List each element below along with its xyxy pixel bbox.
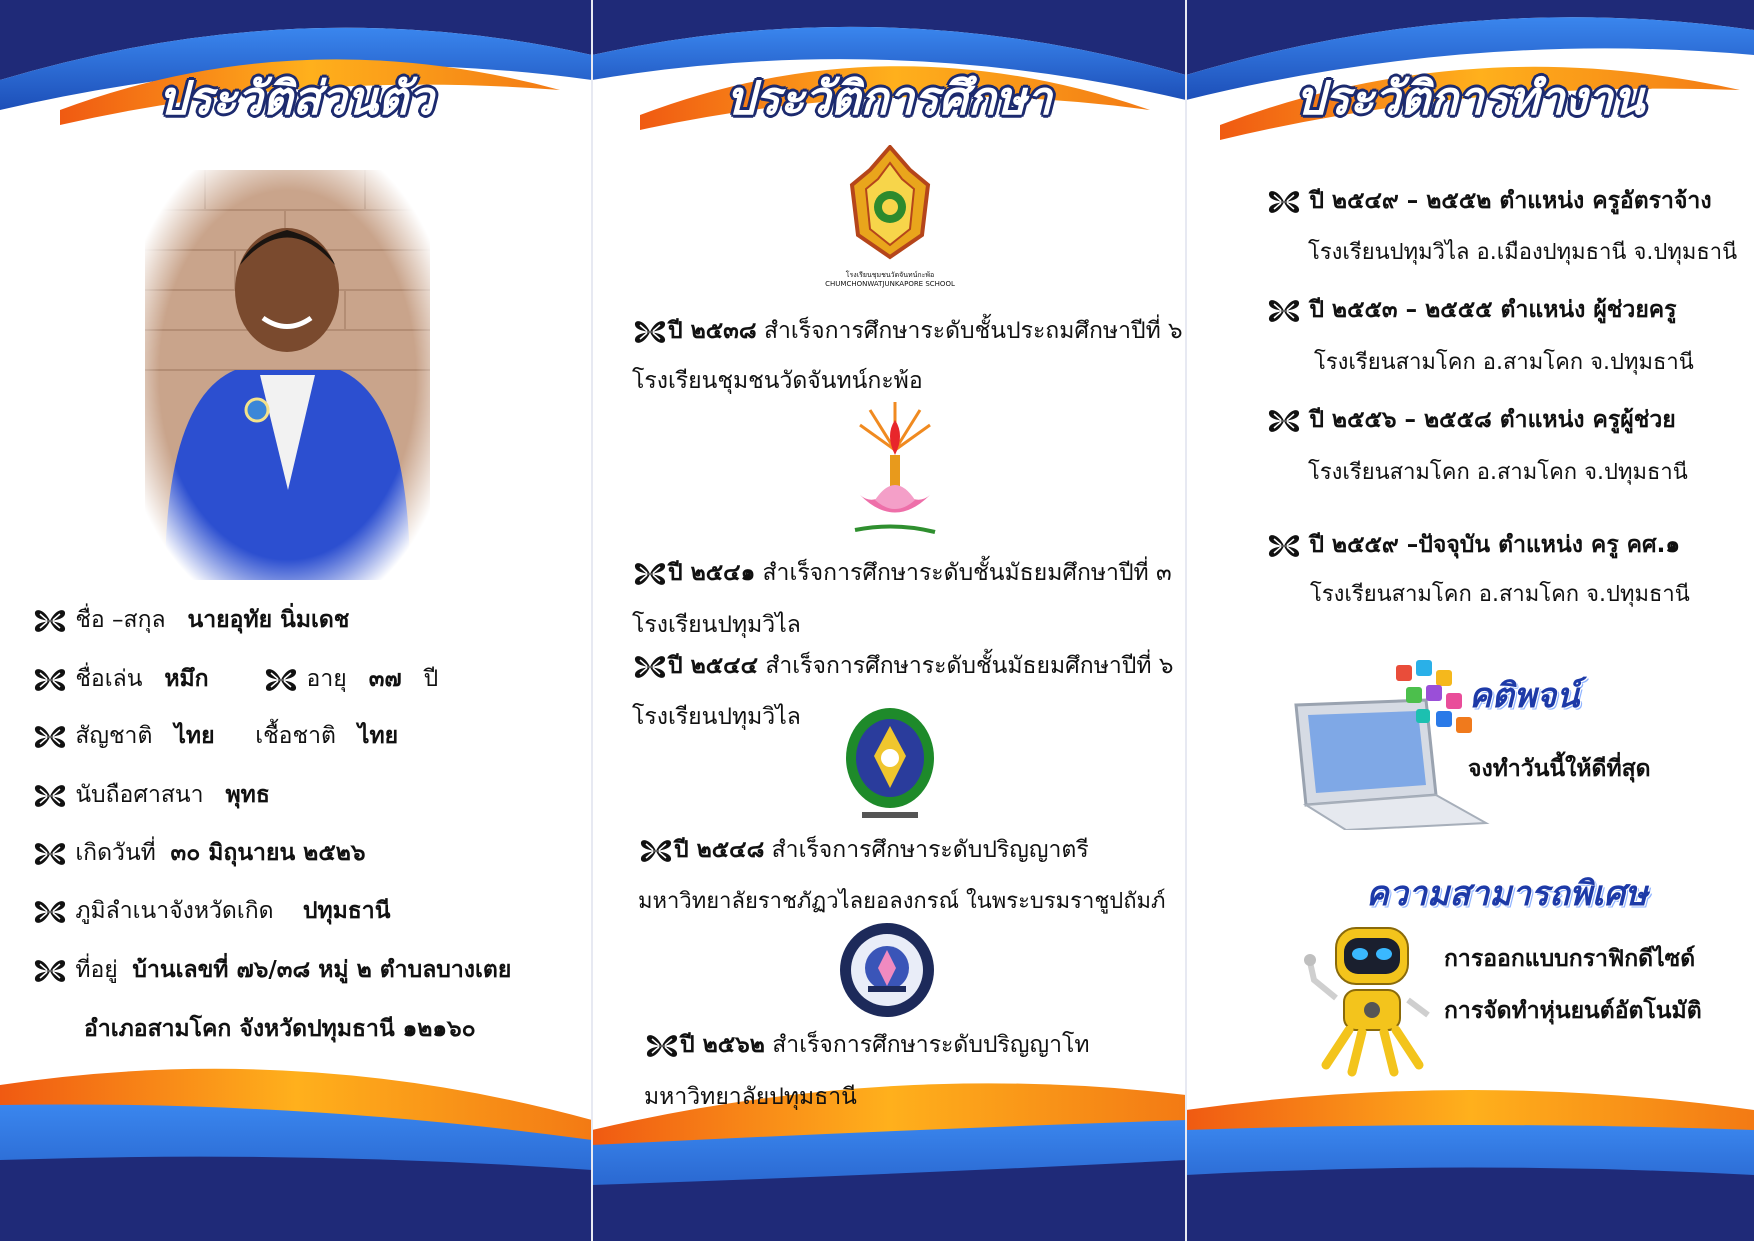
- nationality-label: สัญชาติ: [75, 723, 153, 749]
- work-1-line1-row: [1266, 186, 1712, 217]
- work-3-line1: ปี ๒๕๕๖ – ๒๕๕๘ ตำแหน่ง ครูผู้ช่วย: [1309, 407, 1676, 433]
- hometown-row: [32, 896, 390, 927]
- logo1-caption: [792, 271, 988, 289]
- skill-2: การจัดทำหุ่นยนต์อัตโนมัติ: [1444, 998, 1702, 1024]
- butterfly-bullet-icon: [32, 839, 68, 869]
- edu-5-year: ปี ๒๕๖๒: [680, 1032, 765, 1058]
- address-row-2: [84, 1014, 476, 1044]
- religion-value: พุทธ: [225, 782, 270, 808]
- age-unit: ปี: [423, 666, 439, 692]
- panel-personal-info: [0, 0, 592, 1241]
- butterfly-bullet-icon: [632, 317, 668, 347]
- university-logo-pathumthani-icon: [838, 920, 936, 1020]
- name-row: [32, 605, 349, 636]
- birth-value: ๓๐ มิถุนายน ๒๕๒๖: [170, 840, 366, 866]
- panel-education: [592, 0, 1186, 1241]
- edu-3-year: ปี ๒๕๔๔: [668, 653, 758, 679]
- nationality-value: ไทย: [174, 723, 215, 749]
- motto-text: จงทำวันนี้ให้ดีที่สุด: [1468, 756, 1651, 782]
- work-3-line2: โรงเรียนสามโคก อ.สามโคก จ.ปทุมธานี: [1308, 460, 1688, 485]
- address-line2: อำเภอสามโคก จังหวัดปทุมธานี ๑๒๑๖๐: [84, 1016, 476, 1042]
- school-logo-pathumwilai-icon: [850, 400, 940, 540]
- edu-4-year: ปี ๒๕๔๘: [674, 837, 765, 863]
- religion-row: [32, 780, 270, 811]
- edu-2-year-row: [632, 558, 1172, 589]
- edu-2-school: โรงเรียนปทุมวิไล: [632, 612, 801, 638]
- butterfly-bullet-icon: [32, 897, 68, 927]
- edu-4-year-row: [638, 835, 1089, 866]
- butterfly-bullet-icon: [632, 652, 668, 682]
- edu-3-desc: สำเร็จการศึกษาระดับชั้นมัธยมศึกษาปีที่ ๖: [765, 653, 1174, 679]
- panel2-title: ประวัติการศึกษา: [726, 71, 1052, 125]
- address-row: [32, 955, 511, 986]
- edu-5-desc: สำเร็จการศึกษาระดับปริญญาโท: [772, 1032, 1090, 1058]
- logo1-caption-th: โรงเรียนชุมชนวัดจันทน์กะพ้อ: [845, 271, 935, 279]
- edu-1-school: โรงเรียนชุมชนวัดจันทน์กะพ้อ: [632, 368, 923, 394]
- religion-label: นับถือศาสนา: [75, 782, 204, 808]
- edu-2-year: ปี ๒๕๔๑: [668, 560, 756, 586]
- robot-icon: [1304, 920, 1439, 1080]
- logo1-caption-en: CHUMCHONWATJUNKAPORE SCHOOL: [825, 280, 955, 288]
- edu-3-year-row: [632, 651, 1173, 682]
- panel3-title: ประวัติการทำงาน: [1295, 71, 1645, 125]
- profile-photo: [145, 170, 430, 580]
- work-1-line1: ปี ๒๕๔๙ – ๒๕๕๒ ตำแหน่ง ครูอัตราจ้าง: [1309, 188, 1712, 214]
- butterfly-bullet-icon: [1266, 406, 1302, 436]
- edu-4-school: มหาวิทยาลัยราชภัฏวไลยอลงกรณ์ ในพระบรมราชูปถัมภ์: [638, 889, 1166, 914]
- age-value: ๓๗: [368, 666, 402, 692]
- butterfly-bullet-icon: [32, 606, 68, 636]
- name-label: ชื่อ –สกุล: [75, 607, 166, 633]
- edu-3-school: โรงเรียนปทุมวิไล: [632, 704, 801, 730]
- hometown-value: ปทุมธานี: [302, 898, 391, 924]
- address-line1: บ้านเลขที่ ๗๖/๓๘ หมู่ ๒ ตำบลบางเตย: [132, 957, 512, 983]
- work-2-line1: ปี ๒๕๕๓ – ๒๕๕๕ ตำแหน่ง ผู้ช่วยครู: [1309, 297, 1677, 323]
- edu-1-desc: สำเร็จการศึกษาระดับชั้นประถมศึกษาปีที่ ๖: [763, 318, 1183, 344]
- nationality-row: [32, 721, 398, 752]
- nickname-value: หมึก: [164, 666, 209, 692]
- name-value: นายอุทัย นิ่มเดช: [187, 607, 350, 633]
- butterfly-bullet-icon: [263, 665, 299, 695]
- panel-work-history: [1186, 0, 1754, 1241]
- panel1-title: ประวัติส่วนตัว: [158, 71, 434, 125]
- address-label: ที่อยู่: [75, 957, 118, 983]
- edu-1-year: ปี ๒๕๓๘: [668, 318, 757, 344]
- birth-row: [32, 838, 366, 869]
- nickname-label: ชื่อเล่น: [75, 666, 143, 692]
- edu-4-desc: สำเร็จการศึกษาระดับปริญญาตรี: [771, 837, 1089, 863]
- hometown-label: ภูมิลำเนาจังหวัดเกิด: [75, 898, 274, 924]
- motto-title: คติพจน์: [1469, 676, 1580, 716]
- race-value: ไทย: [357, 723, 399, 749]
- butterfly-bullet-icon: [32, 665, 68, 695]
- butterfly-bullet-icon: [1266, 531, 1302, 561]
- edu-2-desc: สำเร็จการศึกษาระดับชั้นมัธยมศึกษาปีที่ ๓: [762, 560, 1172, 586]
- race-label: เชื้อชาติ: [255, 723, 336, 749]
- school-logo-chumchon-icon: [840, 145, 940, 265]
- skill-1: การออกแบบกราฟิกดีไซด์: [1444, 946, 1696, 972]
- butterfly-bullet-icon: [1266, 296, 1302, 326]
- edu-5-school: มหาวิทยาลัยปทุมธานี: [644, 1084, 857, 1110]
- work-2-line1-row: [1266, 295, 1677, 326]
- butterfly-bullet-icon: [32, 956, 68, 986]
- nickname-row: [32, 664, 438, 695]
- edu-5-year-row: [644, 1030, 1090, 1061]
- butterfly-bullet-icon: [632, 559, 668, 589]
- butterfly-bullet-icon: [1266, 187, 1302, 217]
- age-label: อายุ: [306, 666, 347, 692]
- work-1-line2: โรงเรียนปทุมวิไล อ.เมืองปทุมธานี จ.ปทุมธานี: [1308, 240, 1738, 265]
- work-4-line2: โรงเรียนสามโคก อ.สามโคก จ.ปทุมธานี: [1310, 582, 1690, 607]
- university-logo-valaya-icon: [844, 706, 936, 824]
- work-3-line1-row: [1266, 405, 1676, 436]
- edu-1-year-row: [632, 316, 1183, 347]
- birth-label: เกิดวันที่: [75, 840, 156, 866]
- work-2-line2: โรงเรียนสามโคก อ.สามโคก จ.ปทุมธานี: [1314, 350, 1694, 375]
- work-4-line1-row: [1266, 530, 1680, 561]
- skills-title: ความสามารถพิเศษ: [1366, 874, 1648, 914]
- work-4-line1: ปี ๒๕๕๙ –ปัจจุบัน ตำแหน่ง ครู คศ.๑: [1309, 532, 1680, 558]
- butterfly-bullet-icon: [638, 836, 674, 866]
- butterfly-bullet-icon: [32, 722, 68, 752]
- butterfly-bullet-icon: [32, 781, 68, 811]
- laptop-apps-icon: [1286, 655, 1496, 830]
- butterfly-bullet-icon: [644, 1031, 680, 1061]
